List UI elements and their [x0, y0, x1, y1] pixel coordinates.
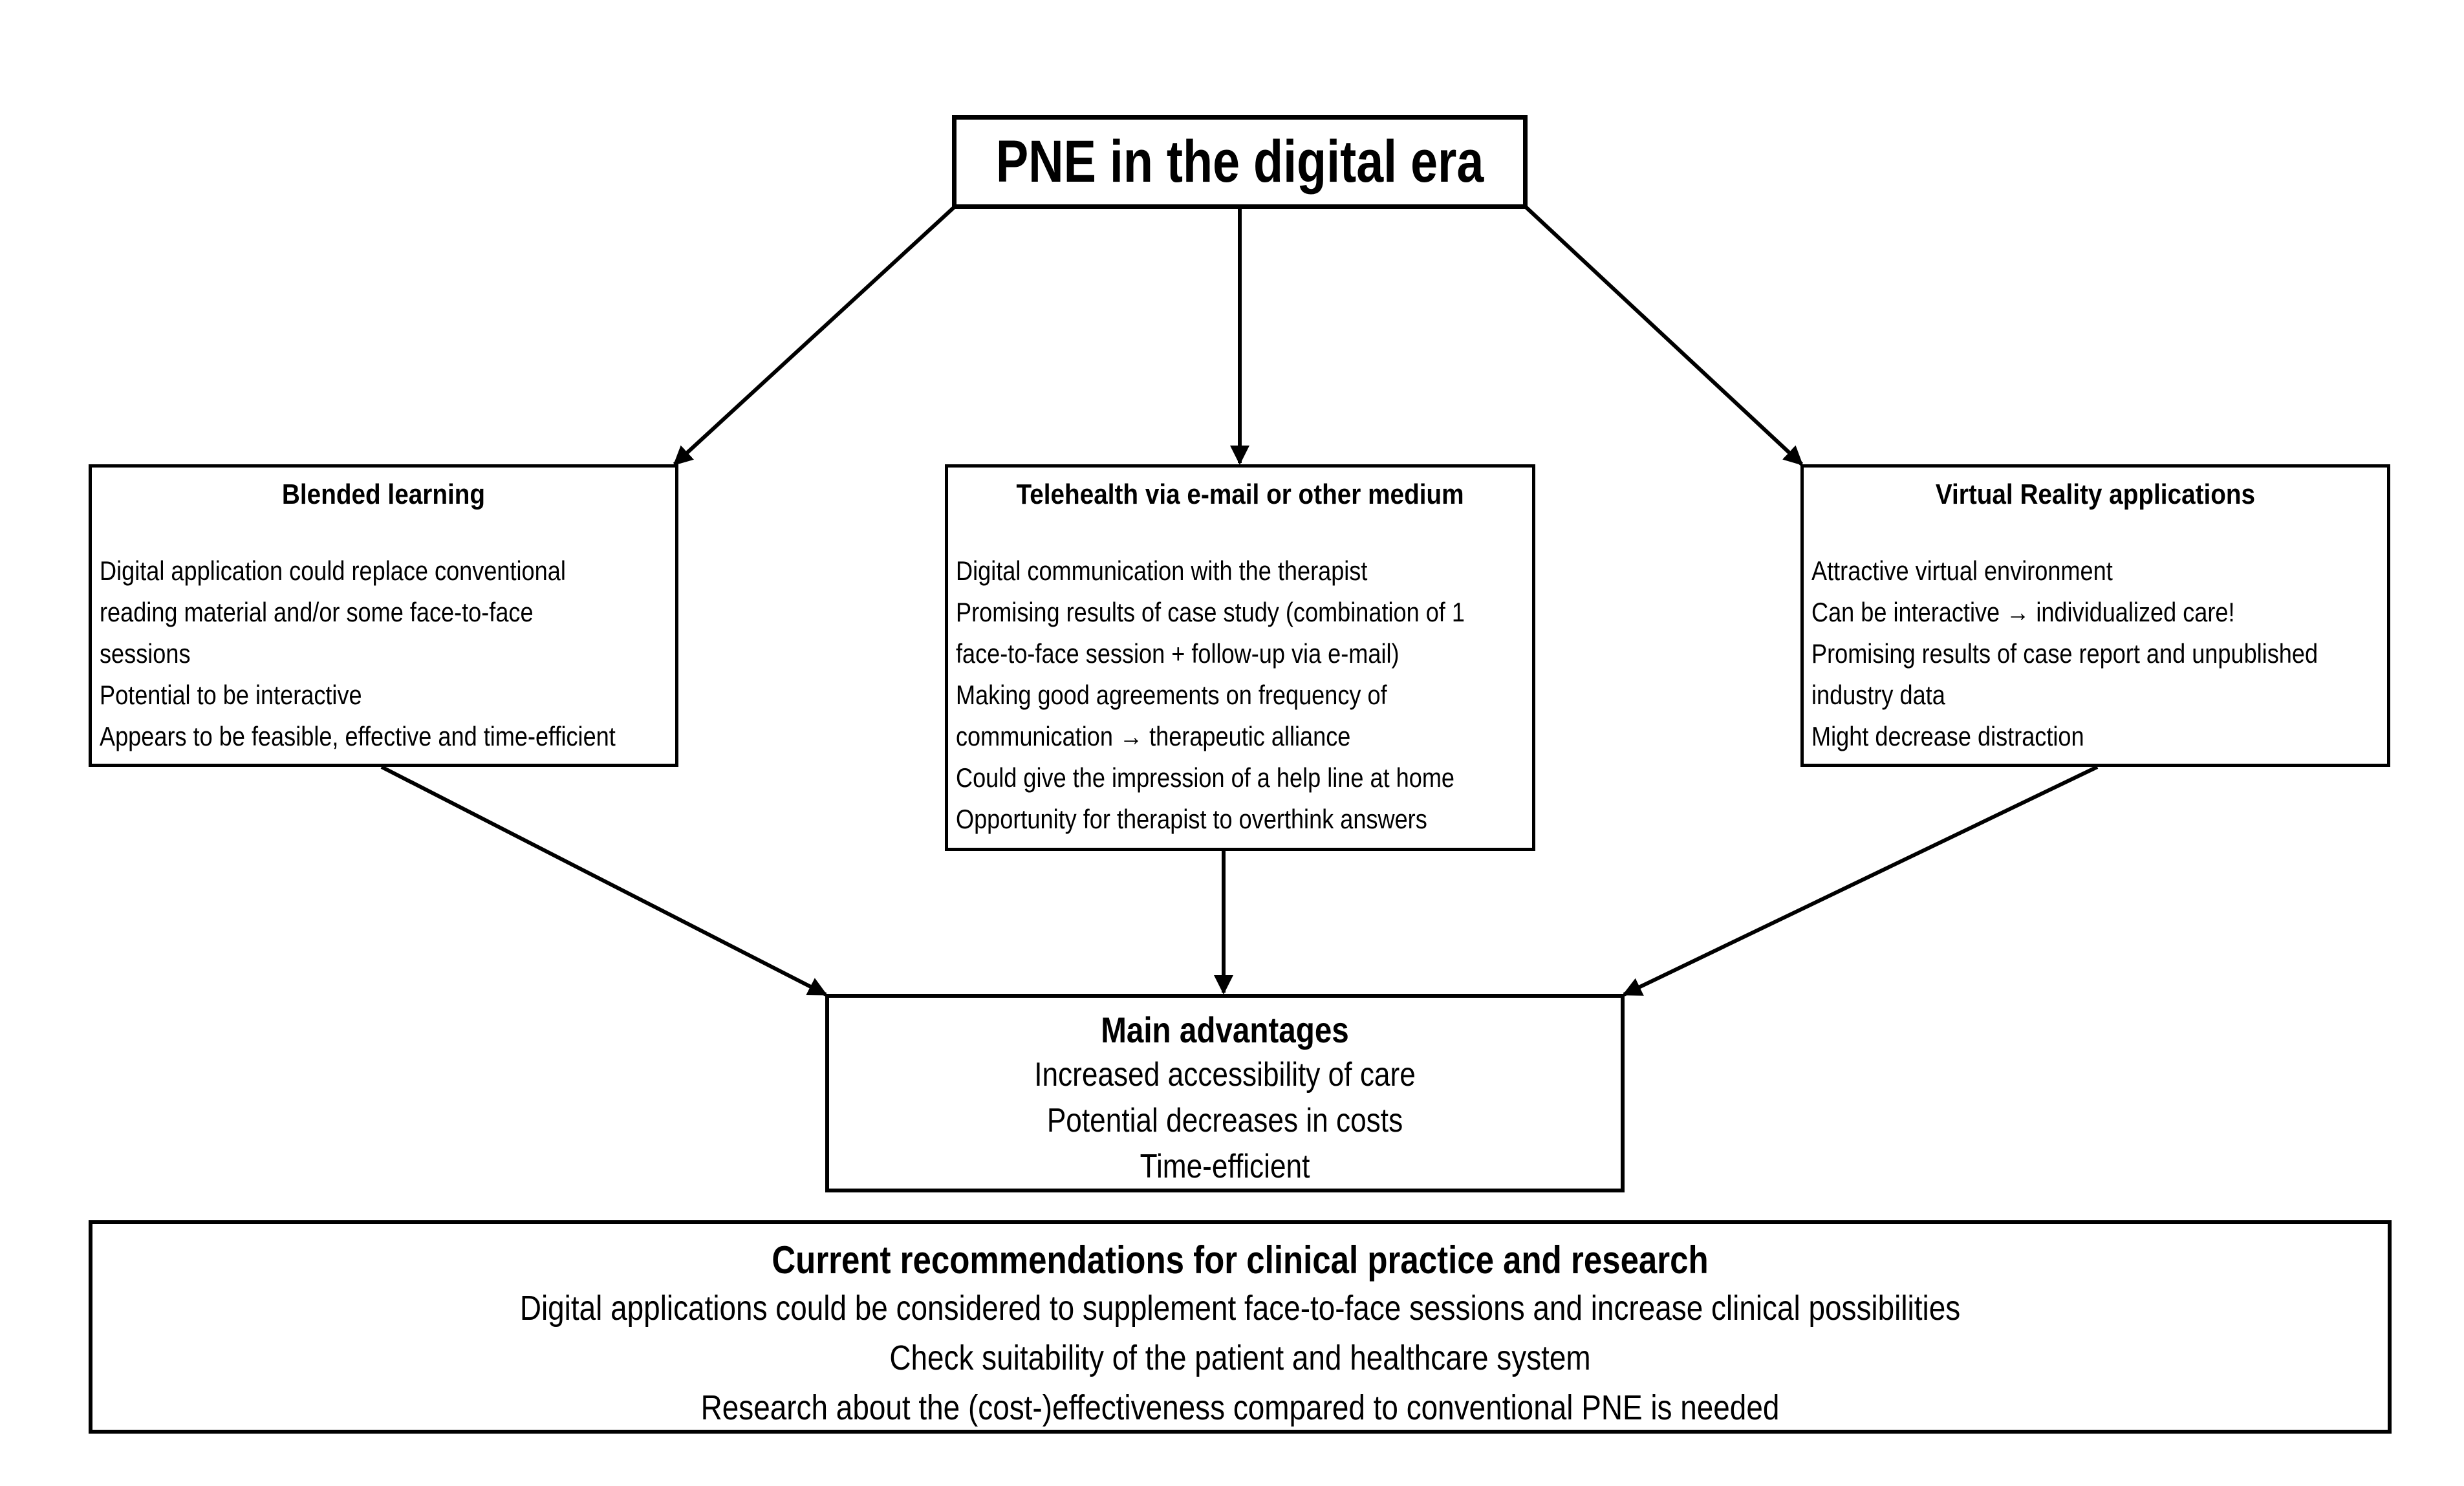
blended-learning-line: Potential to be interactive [100, 680, 362, 710]
virtual-reality-line: Can be interactive → individualized care! [1811, 597, 2235, 627]
blended-learning-line: Appears to be feasible, effective and time-efficient [100, 721, 616, 751]
diagram-title: PNE in the digital era [995, 129, 1484, 195]
recommendations-line: Digital applications could be considered to supplement face-to-face sessions and increase clinical possibilities [519, 1289, 1961, 1328]
blended-learning-line: reading material and/or some face-to-face [100, 597, 534, 627]
virtual-reality-line: Attractive virtual environment [1811, 555, 2113, 586]
recommendations-box [89, 1220, 2392, 1434]
main-advantages-box [825, 994, 1625, 1192]
arrow-title-to-vr [1524, 206, 1802, 464]
telehealth-line: Opportunity for therapist to overthink answers [956, 804, 1427, 834]
main-advantages-line: Potential decreases in costs [1046, 1102, 1403, 1139]
telehealth-line: communication → therapeutic alliance [956, 721, 1351, 751]
diagram-title-box [952, 115, 1528, 209]
blended-learning-box [89, 464, 678, 767]
blended-learning-line: Digital application could replace conventional [100, 555, 566, 586]
main-advantages-line: Time-efficient [1140, 1148, 1310, 1185]
telehealth-heading: Telehealth via e-mail or other medium [1016, 479, 1464, 510]
telehealth-line: face-to-face session + follow-up via e-mail) [956, 638, 1400, 669]
arrow-title-to-blended [675, 206, 956, 464]
arrow-blended-to-advantages [382, 767, 826, 995]
main-advantages-heading: Main advantages [1101, 1009, 1349, 1050]
blended-learning-line: sessions [100, 638, 191, 669]
telehealth-line: Making good agreements on frequency of [956, 680, 1387, 710]
blended-learning-heading: Blended learning [281, 479, 486, 510]
telehealth-line: Promising results of case study (combination of 1 [956, 597, 1465, 627]
telehealth-box [945, 464, 1535, 851]
virtual-reality-heading: Virtual Reality applications [1935, 479, 2256, 510]
telehealth-line: Could give the impression of a help line at home [956, 762, 1455, 793]
virtual-reality-line: Might decrease distraction [1811, 721, 2084, 751]
virtual-reality-box [1800, 464, 2390, 767]
recommendations-line: Research about the (cost-)effectiveness compared to conventional PNE is needed [700, 1388, 1780, 1427]
arrow-vr-to-advantages [1624, 767, 2097, 995]
main-advantages-line: Increased accessibility of care [1034, 1056, 1416, 1093]
virtual-reality-line: Promising results of case report and unpublished [1811, 638, 2318, 669]
recommendations-heading: Current recommendations for clinical practice and research [772, 1238, 1709, 1282]
recommendations-line: Check suitability of the patient and healthcare system [889, 1339, 1591, 1377]
telehealth-line: Digital communication with the therapist [956, 555, 1368, 586]
virtual-reality-line: industry data [1811, 680, 1945, 710]
